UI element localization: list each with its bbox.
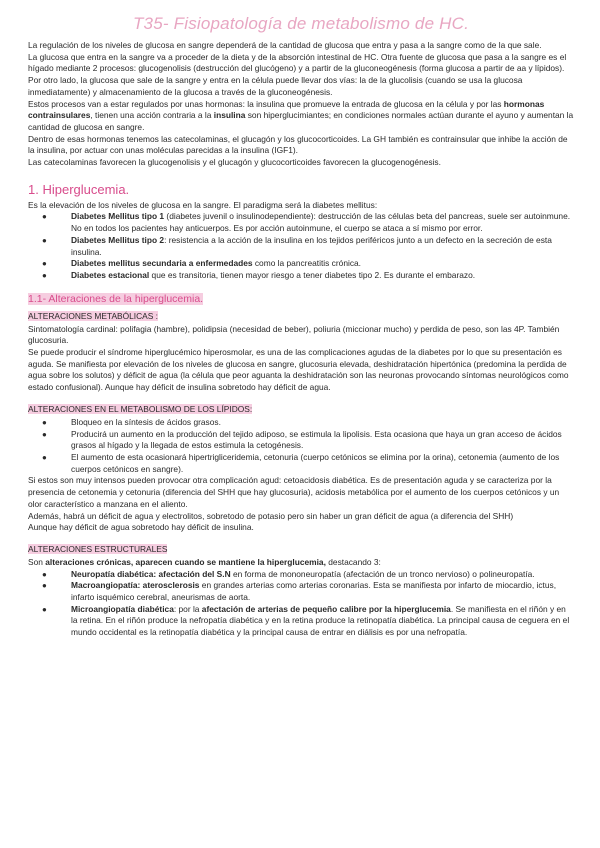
list-item: ● Diabetes estacional que es transitoria, tienen mayor riesgo a tener diabetes tipo 2. Es durante el embarazo. xyxy=(42,269,476,280)
structural-lead: Son alteraciones crónicas, aparecen cuando se mantiene la hiperglucemia, destacando 3: xyxy=(28,556,381,567)
lipids-paragraph: Además, habrá un déficit de agua y electrolitos, sobretodo de potasio pero sin haber un gran déficit de agua (a diferencia del SHH) xyxy=(28,510,514,521)
lipids-paragraph: Aunque hay déficit de agua sobretodo hay déficit de insulina. xyxy=(28,522,254,533)
metabolic-paragraph: Se puede producir el síndrome hiperglucémico hiperosmolar, es una de las complicaciones agudas de la diabetes por lo que su presentación es aguda. Se manifiesta por elevación de los niveles de glucosa en sangre, glucosuria elevada, deshidratación hipertónica (predomina la perdida de agua sobre los solutos) y déficit de agua (la célula que peor aguanta la deshidratación son las neuronas provocando síntomas neurológicos como estado confusional). Aunque hay déficit de insulina sobretodo hay déficit de agua. xyxy=(28,347,569,393)
bullet-icon: ● xyxy=(42,417,47,427)
metabolic-paragraph: Sintomatología cardinal: polifagia (hambre), polidipsia (necesidad de beber), poliuria (miccionar mucho) y perdida de peso, son las 4P. También glucosuria. xyxy=(28,323,560,346)
bullet-icon: ● xyxy=(42,429,47,439)
subsection-heading: 1.1- Alteraciones de la hiperglucemia. xyxy=(28,292,204,305)
metabolic-label: ALTERACIONES METABÓLICAS : xyxy=(28,310,158,321)
list-item: ● Diabetes mellitus secundaria a enfermedades como la pancreatitis crónica. xyxy=(42,258,362,269)
list-item: ● Producirá un aumento en la producción del tejido adiposo, se estimula la lipolisis. Esta ocasiona que haya un gran acceso de ácidos grasos al hígado y la llegada de estos estimula la cetogénesis. xyxy=(42,428,562,451)
hormones-paragraph: Estos procesos van a estar regulados por unas hormonas: la insulina que promueve la entrada de glucosa en la célula y por las hormonas contrainsulares, tienen una acción contraria a la insulina son hiperglucimiantes; en condiciones normales actúan durante el ayuno y aumentan la cantidad de glucosa en sangre. xyxy=(28,98,574,132)
section-heading-hiperglucemia: 1. Hiperglucemia. xyxy=(28,181,130,197)
lipids-list xyxy=(28,417,574,476)
list-item: ● Microangiopatía diabética: por la afectación de arterias de pequeño calibre por la hiperglucemia. Se manifiesta en el riñón y en la retina. En el riñón produce la nefropatía diabética y en la retina produce la retinopatía diabética. La principal causa de ceguera en el mundo occidental es la retinopatía diabética y la principal causa de entrar en diálisis es por una nefropatía. xyxy=(42,603,570,638)
bullet-icon: ● xyxy=(42,259,47,269)
list-item: ● Macroangiopatía: aterosclerosis en grandes arterias como arterias coronarias. Esta se manifiesta por infarto de miocardio, ictus, infarto isquémico cerebral, aneurismas de aorta. xyxy=(42,580,557,603)
lipids-paragraph: Si estos son muy intensos pueden provocar otra complicación agud: cetoacidosis diabética. Es de presentación aguda y se caracteriza por la presencia de cetonemia y cetonuria (diferencia del SHH que hay glucosuria), acidosis metabólica por el aumento de los cuerpos cetónicos y un olor característico a manzana en el aliento. xyxy=(28,475,560,509)
bullet-icon: ● xyxy=(42,581,47,591)
intro-paragraph: Por otro lado, la glucosa que sale de la sangre y entra en la célula puede llevar dos vías: la de la glucolisis (cuando se usa la glucosa inmediatamente) y almacenamiento de la glucosa a través de la gluconeogénesis. xyxy=(28,75,523,97)
section-lead: Es la elevación de los niveles de glucosa en la sangre. El paradigma será la diabetes mellitus: xyxy=(28,199,378,210)
intro-paragraph: Dentro de esas hormonas tenemos las catecolaminas, el glucagón y los glucocorticoides. La GH también es contrainsular que inhibe la acción de la insulina, por actuar con unas moléculas parecidas a la insulina (IGF1). xyxy=(28,133,568,156)
structural-label: ALTERACIONES ESTRUCTURALES xyxy=(28,543,168,554)
structural-list xyxy=(28,569,574,639)
bullet-icon: ● xyxy=(42,604,47,614)
diabetes-type-list xyxy=(28,211,574,281)
bullet-icon: ● xyxy=(42,212,47,222)
list-item: ● Diabetes Mellitus tipo 2: resistencia a la acción de la insulina en los tejidos periféricos junto a un defecto en la secreción de esta insulina. xyxy=(42,234,552,257)
list-item: ● Diabetes Mellitus tipo 1 (diabetes juvenil o insulinodependiente): destrucción de las células beta del pancreas, suele ser autoinmune. No en todos los pacientes hay anticuerpos. Es por acción autoinmune, el cuerpo se ataca a sí mismo por error. xyxy=(42,211,571,234)
intro-paragraph: La regulación de los niveles de glucosa en sangre dependerá de la cantidad de glucosa que entra y pasa a la sangre como de la que sale. xyxy=(28,40,542,50)
bullet-icon: ● xyxy=(42,270,47,280)
list-item: ● Neuropatía diabética: afectación del S.N en forma de mononeuropatía (afectación de un tronco nervioso) o polineuropatía. xyxy=(42,568,535,579)
list-item: ● El aumento de esta ocasionará hipertrigliceridemia, cetonuria (cuerpo cetónicos se elimina por la orina), cetonemia (aumento de los cuerpos cetónicos en sangre). xyxy=(42,451,560,474)
intro-paragraph: Las catecolaminas favorecen la glucogenolisis y el glucagón y glucocorticoides favorecen la glucogenogénesis. xyxy=(28,157,441,168)
bullet-icon: ● xyxy=(42,569,47,579)
intro-paragraph: La glucosa que entra en la sangre va a proceder de la dieta y de la absorción intestinal de HC. Otra fuente de glucosa que pasa a la sangre es el hígado mediante 2 procesos: glucogenolisis (destrucción del glucógeno) y a partir de la gluconeogénesis (forma glucosa a partir de aa y lípidos). xyxy=(28,51,567,74)
lipids-label: ALTERACIONES EN EL METABOLISMO DE LOS LÍPIDOS: xyxy=(28,403,253,414)
page-title: T35- Fisiopatología de metabolismo de HC. xyxy=(132,14,470,33)
bullet-icon: ● xyxy=(42,452,47,462)
bullet-icon: ● xyxy=(42,235,47,245)
list-item: ● Bloqueo en la síntesis de ácidos grasos. xyxy=(42,416,221,427)
